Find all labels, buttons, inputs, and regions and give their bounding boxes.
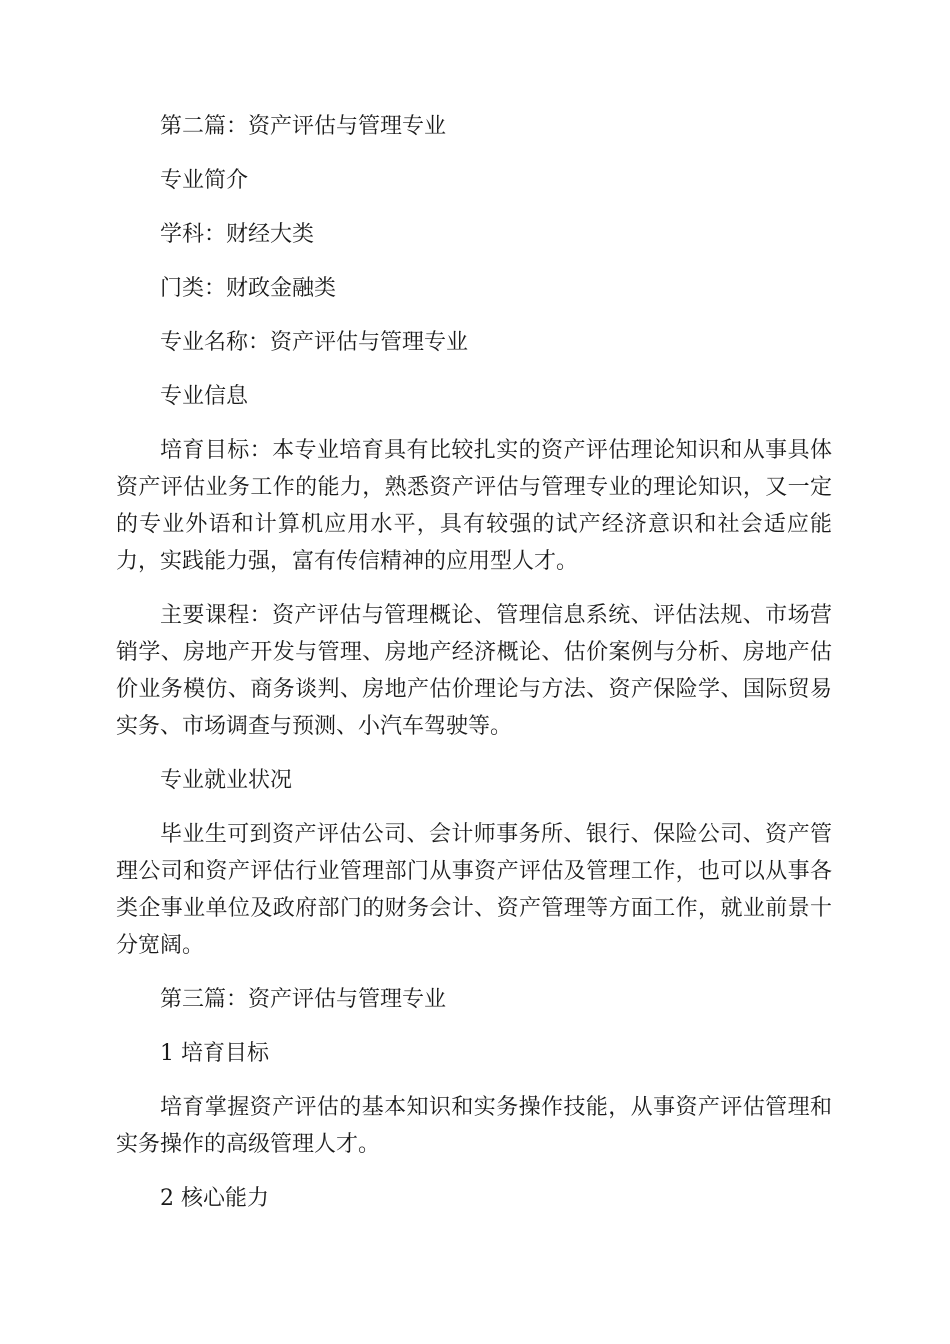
paragraph-training-goal-2: 培育掌握资产评估的基本知识和实务操作技能，从事资产评估管理和实务操作的高级管理人才。: [116, 1095, 832, 1157]
document-body: [116, 108, 832, 1234]
paragraph-employment: 毕业生可到资产评估公司、会计师事务所、银行、保险公司、资产管理公司和资产评估行业管理部门从事资产评估及管理工作，也可以从事各类企事业单位及政府部门的财务会计、资产管理等方面工作，就业前景十分宽阔。: [116, 822, 832, 958]
heading-major-info: 专业信息: [160, 384, 249, 409]
field-category: 门类：财政金融类: [160, 276, 337, 301]
heading-training-goal: 1 培育目标: [160, 1041, 269, 1066]
field-major-name: 专业名称：资产评估与管理专业: [160, 330, 469, 355]
paragraph-main-courses: 主要课程：资产评估与管理概论、管理信息系统、评估法规、市场营销学、房地产开发与管理、房地产经济概论、估价案例与分析、房地产估价业务模仿、商务谈判、房地产估价理论与方法、资产保险学、国际贸易实务、市场调查与预测、小汽车驾驶等。: [116, 603, 832, 739]
field-discipline: 学科：财经大类: [160, 222, 315, 247]
heading-core-ability: 2 核心能力: [160, 1186, 269, 1211]
heading-major-intro: 专业简介: [160, 168, 249, 193]
section-title-part-three: 第三篇：资产评估与管理专业: [160, 987, 447, 1012]
paragraph-training-goal: 培育目标：本专业培育具有比较扎实的资产评估理论知识和从事具体资产评估业务工作的能力，熟悉资产评估与管理专业的理论知识，又一定的专业外语和计算机应用水平，具有较强的试产经济意识和社会适应能力，实践能力强，富有传信精神的应用型人才。: [116, 438, 832, 574]
section-title-part-two: 第二篇：资产评估与管理专业: [160, 114, 447, 139]
heading-employment: 专业就业状况: [160, 768, 293, 793]
